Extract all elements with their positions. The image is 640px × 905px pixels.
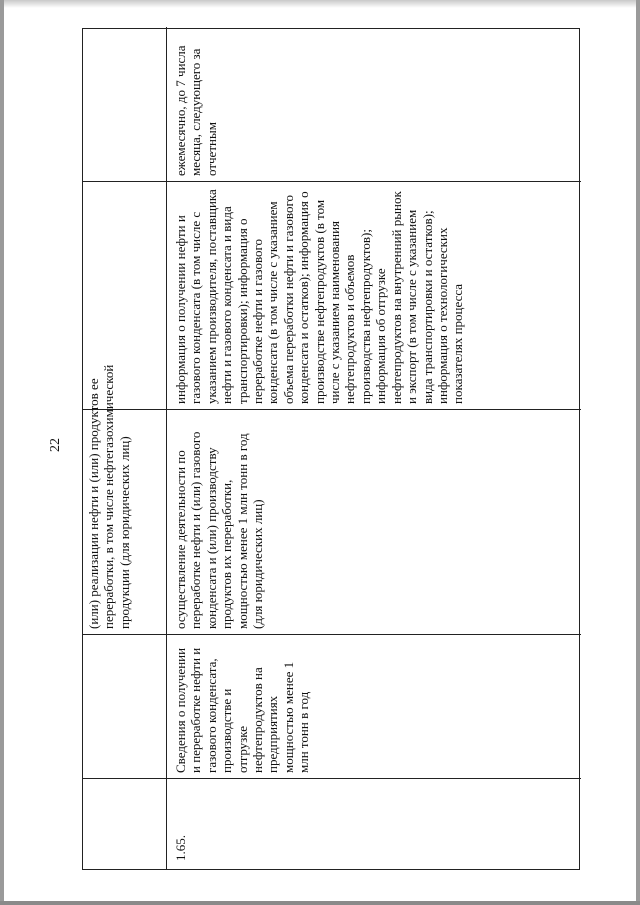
row-number-cell: 1.65.	[173, 835, 188, 861]
continuation-cell: (или) реализации нефти и (или) продуктов ее переработки, в том числе нефтегазохимической продукции (для юридических лиц)	[86, 364, 132, 629]
column-divider	[83, 778, 166, 779]
information-cell: информация о получении нефти и газового конденсата (в том числе с указанием производителя, поставщика нефти и газового конденсата и вида транспортировки); информация о переработке нефти и газового конденсата (в том числе с указанием объема переработки нефти и газового конденсата и остатков); информация о производстве нефтепродуктов (в том числе с указанием наименования нефтепродуктов и объемов производства нефтепродуктов); информация об отгрузке нефтепродуктов на внутренний рынок и экспорт (в том числе с указанием вида транспортировки и остатков); информация о технологических показателях процесса	[173, 189, 466, 404]
scan-edge-right	[636, 0, 640, 905]
rotated-table	[82, 28, 580, 870]
activity-cell: осуществление деятельности по переработке нефти и (или) газового конденсата и (или) производству продуктов их переработки, мощностью менее 1 млн тонн в год (для юридических лиц)	[173, 431, 266, 629]
scan-edge-top	[0, 0, 640, 8]
scan-edge-left	[0, 0, 4, 905]
period-cell: ежемесячно, до 7 числа месяца, следующего за отчетным	[173, 45, 219, 176]
table-row	[167, 27, 581, 869]
column-divider	[83, 181, 166, 182]
page-number: 22	[48, 438, 63, 452]
table-row-continuation	[83, 27, 167, 869]
row-name-cell: Сведения о получении и переработке нефти и газового конденсата, производстве и отгрузке нефтепродуктов на предприятиях мощностью менее 1 млн тонн в год	[173, 647, 312, 773]
scan-edge-bottom	[0, 901, 640, 905]
